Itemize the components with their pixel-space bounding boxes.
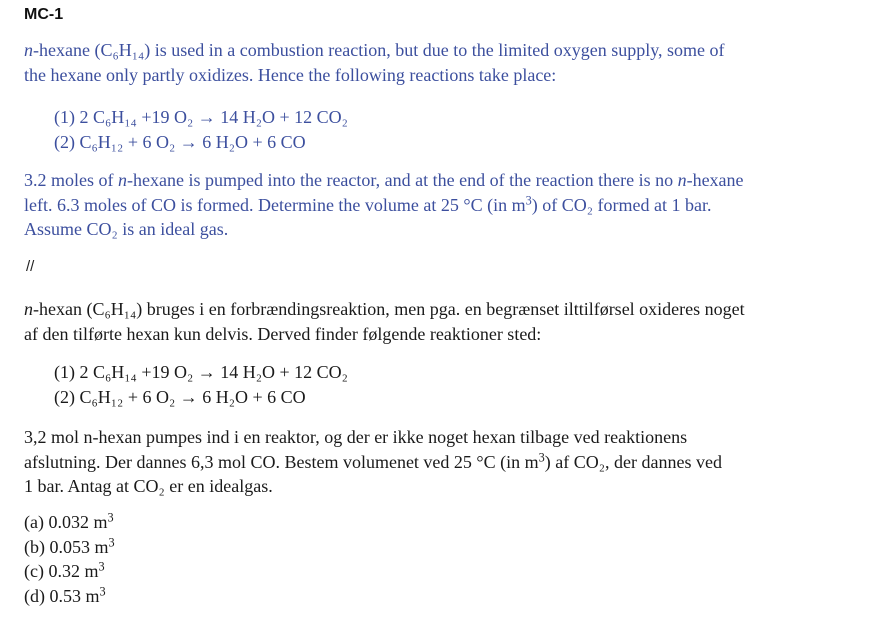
da-question-line-2: afslutning. Der dannes 6,3 mol CO. Bestem volumenet ved 25 °C (in $m^3$) af CO₂, der dannes ved bbox=[24, 449, 722, 472]
option-b[interactable]: (b) 0.053 $m^3$ bbox=[24, 534, 115, 557]
da-equation-1: (1) 2 C₆H₁₄ +19 O₂ → 14 H₂O + 12 CO₂ bbox=[54, 362, 348, 382]
answer-options bbox=[24, 510, 115, 608]
da-question bbox=[24, 425, 722, 499]
en-equations bbox=[54, 105, 348, 154]
en-intro bbox=[24, 38, 725, 87]
da-intro-line-2: af den tilførte hexan kun delvis. Derved finder følgende reaktioner sted: bbox=[24, 323, 542, 344]
language-separator: // bbox=[26, 258, 35, 275]
en-question-line-1: 3.2 moles of n-hexane is pumped into the reactor, and at the end of the reaction there is no n-hexane bbox=[24, 170, 744, 190]
en-question-line-3: Assume CO₂ is an ideal gas. bbox=[24, 219, 229, 239]
option-d[interactable]: (d) 0.53 $m^3$ bbox=[24, 583, 106, 606]
da-intro bbox=[24, 297, 745, 346]
da-question-line-3: 1 bar. Antag at CO₂ er en idealgas. bbox=[24, 476, 273, 496]
en-equation-2: (2) C₆H₁₂ + 6 O₂ → 6 H₂O + 6 CO bbox=[54, 131, 306, 152]
en-intro-line-1: n-hexane (C₆H₁₄) is used in a combustion reaction, but due to the limited oxygen supply, some of bbox=[24, 40, 725, 60]
da-intro-line-1: n-hexan (C₆H₁₄) bruges i en forbrændingsreaktion, men pga. en begrænset ilttilførsel oxideres noget bbox=[24, 299, 745, 319]
en-question-line-2: left. 6.3 moles of CO is formed. Determine the volume at 25 °C (in $m^3$) of CO₂ formed at 1 bar. bbox=[24, 192, 712, 215]
option-a[interactable]: (a) 0.032 $m^3$ bbox=[24, 510, 114, 532]
da-question-line-1: 3,2 mol n-hexan pumpes ind i en reaktor, og der er ikke noget hexan tilbage ved reaktionens bbox=[24, 427, 688, 447]
en-intro-line-2: the hexane only partly oxidizes. Hence the following reactions take place: bbox=[24, 64, 557, 85]
en-question bbox=[24, 168, 744, 242]
question-id: MC-1 bbox=[24, 6, 64, 23]
en-equation-1: (1) 2 C₆H₁₄ +19 O₂ → 14 H₂O + 12 CO₂ bbox=[54, 107, 348, 127]
da-equation-2: (2) C₆H₁₂ + 6 O₂ → 6 H₂O + 6 CO bbox=[54, 386, 306, 407]
option-c[interactable]: (c) 0.32 $m^3$ bbox=[24, 559, 105, 581]
da-equations bbox=[54, 360, 348, 409]
